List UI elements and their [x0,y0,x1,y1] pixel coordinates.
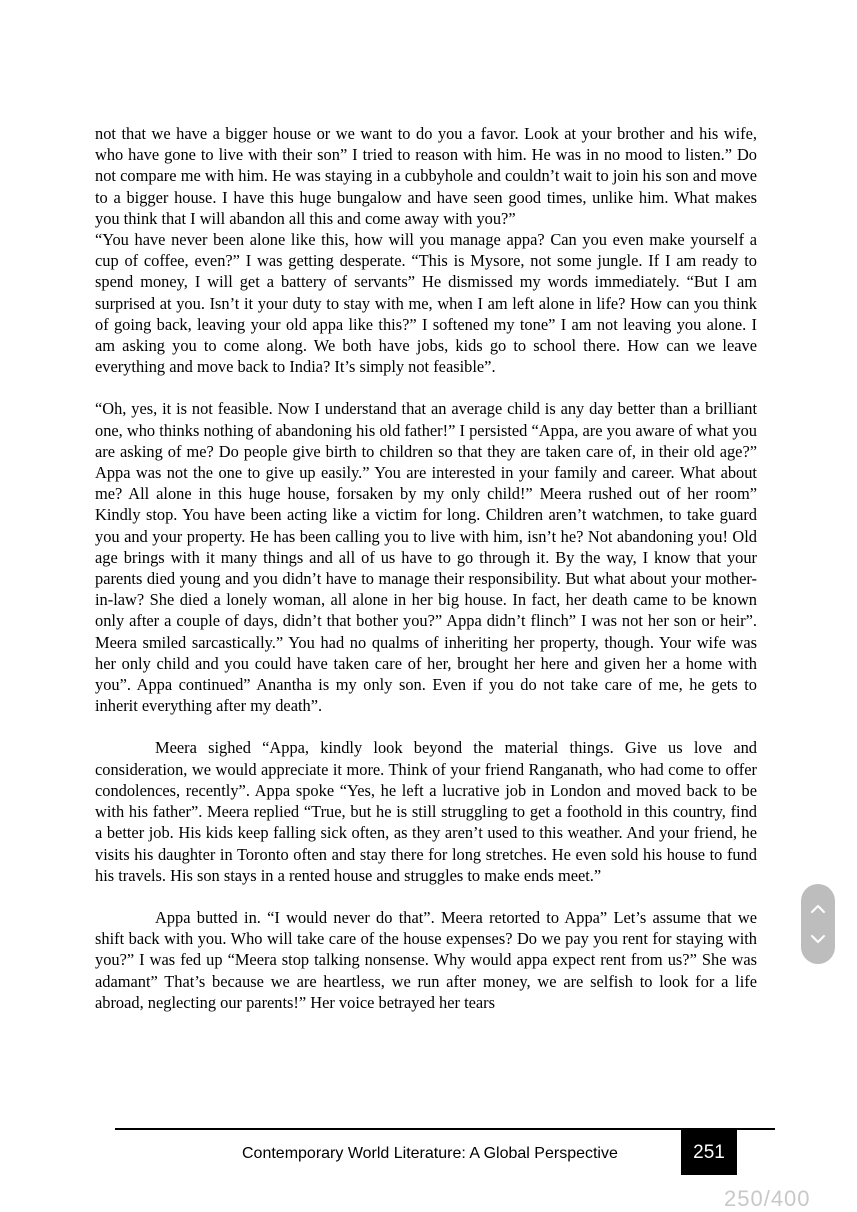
scroll-up-button[interactable] [801,892,835,926]
paragraph: “You have never been alone like this, how will you manage appa? Can you even make yourself a cup of coffee, even?” I was getting desperate. “This is Mysore, not some jungle. If I am ready to spend money, I will get a battery of servants” He dismissed my words immediately. “But I am surprised at you. Isn’t it your duty to stay with me, when I am left alone in life? How can you think of going back, leaving your old appa like this?” I softened my tone” I am not leaving you alone. I am asking you to come along. We both have jobs, kids go to school there. How can we leave everything and move back to India? It’s simply not feasible”. [95,230,757,377]
paragraph: Appa butted in. “I would never do that”. Meera retorted to Appa” Let’s assume that we shift back with you. Who will take care of the house expenses? Do we pay you rent for staying with you?” I was fed up “Meera stop talking nonsense. Why would appa expect rent from us?” She was adamant” That’s because we are heartless, we run after money, we are selfish to look for a life abroad, neglecting our parents!” Her voice betrayed her tears [95,907,757,1012]
chevron-down-icon [810,934,826,944]
paragraph: “Oh, yes, it is not feasible. Now I understand that an average child is any day better than a brilliant one, who thinks nothing of abandoning his old father!” I persisted “Appa, are you aware of what you are asking of me? Do people give birth to children so that they are taken care of, in their old age?” Appa was not the one to give up easily.” You are interested in your family and career. What about me? All alone in this huge house, forsaken by my only child!” Meera rushed out of her room” Kindly stop. You have been acting like a victim for long. Children aren’t watchmen, to take guard you and your property. He has been calling you to live with him, isn’t he? Not abandoning you! Old age brings with it many things and all of us have to go through it. By the way, I know that your parents died young and you didn’t have to manage their responsibility. But what about your mother-in-law? She died a lonely woman, all alone in her big house. In fact, her death came to be known only after a couple of days, didn’t that bother you?” Appa didn’t flinch” I was not her son or heir”. Meera smiled sarcastically.” You had no qualms of inheriting her property, though. Your wife was her only child and you could have taken care of her, brought her here and given her a home with you”. Appa continued” Anantha is my only son. Even if you do not take care of me, he gets to inherit everything after my death”. [95,399,757,716]
paragraph: not that we have a bigger house or we want to do you a favor. Look at your brother and his wife, who have gone to live with their son” I tried to reason with him. He was in no mood to listen.” Do not compare me with him. He was staying in a cubbyhole and couldn’t wait to join his son and move to a bigger house. I have this huge bungalow and have seen good times, unlike him. What makes you think that I will abandon all this and come away with you?” [95,124,757,228]
footer-page-number: 251 [681,1130,737,1175]
page-body [95,123,757,1013]
scroll-down-button[interactable] [801,922,835,956]
paragraph: Meera sighed “Appa, kindly look beyond the material things. Give us love and consideration, we would appreciate it more. Think of your friend Ranganath, who had come to offer condolences, recently”. Appa spoke “Yes, he left a lucrative job in London and moved back to be with his father”. Meera replied “True, but he is still struggling to get a foothold in this country, find a better job. His kids keep falling sick often, as they aren’t used to this weather. And your friend, he visits his daughter in Toronto often and stay there for long stretches. He even sold his house to fund his travels. His son stays in a rented house and struggles to make ends meet.” [95,738,757,885]
page-counter: 250/400 [724,1186,811,1211]
chevron-up-icon [810,904,826,914]
footer-divider [115,1128,775,1130]
page-scroll-control [801,884,835,964]
footer-book-title: Contemporary World Literature: A Global Perspective [242,1145,618,1162]
